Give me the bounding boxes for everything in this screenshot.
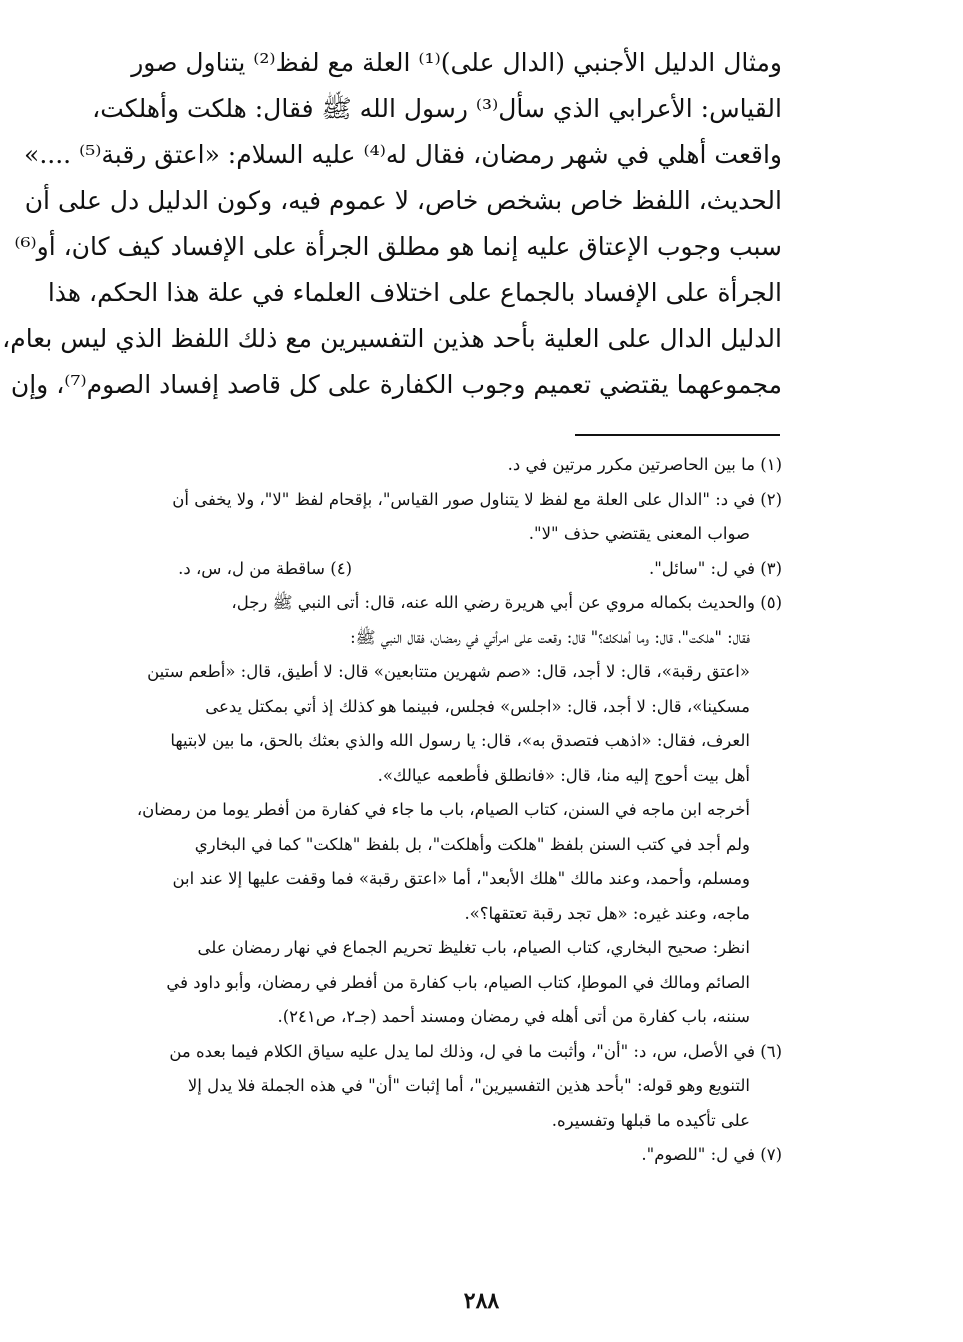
footnote-6-continuation: على تأكيده ما قبلها وتفسيره. xyxy=(551,1110,750,1130)
footnote-5-continuation: ماجه، وعند غيره: «هل تجد رقبة تعتقها؟». xyxy=(464,903,750,923)
footnote-5-continuation: ومسلم، وأحمد، وعند مالك "هلك الأبعد"، أما «اعتق رقبة» فما وقفت عليها إلا عند ابن xyxy=(172,869,750,888)
page-number: ٢٨٨ xyxy=(463,1288,500,1314)
footnote-separator xyxy=(575,434,780,436)
footnote-5: (٥) والحديث بكماله مروي عن أبي هريرة رضي الله عنه، قال: أتى النبي ﷺ رجل، xyxy=(231,593,782,612)
footnote-6-continuation: التنويع وهو قوله: "بأحد هذين التفسيرين"، أما إثبات "أن" في هذه الجملة فلا يدل إلا xyxy=(187,1076,750,1095)
footnote-4: (٤) ساقطة من ل، س، د. xyxy=(178,558,352,578)
footnotes-3-4-row xyxy=(70,552,782,587)
main-text-line: واقعت أهلي في شهر رمضان، فقال له⁽⁴⁾ عليه السلام: «اعتق رقبة⁽⁵⁾ ....» xyxy=(24,140,782,169)
footnote-5-continuation: ولم أجد في كتب السنن بلفظ "هلكت وأهلكت"، بل بلفظ "هلكت" كما في البخاري xyxy=(194,834,750,854)
main-text-line: سبب وجوب الإعتاق عليه إنما هو مطلق الجرأة على الإفساد كيف كان، أو⁽⁶⁾ xyxy=(14,232,782,261)
footnote-5-continuation: الصائم ومالك في الموطإ، كتاب الصيام، باب كفارة من أفطر في رمضان، وأبو داود في xyxy=(166,972,750,992)
footnote-2-continuation: صواب المعنى يقتضي حذف "لا". xyxy=(528,524,750,543)
main-text-line: الحديث، اللفظ خاص بشخص خاص، لا عموم فيه، وكون الدليل دل على أن xyxy=(24,186,782,215)
main-text-line: مجموعهما يقتضي تعميم وجوب الكفارة على كل قاصد إفساد الصوم⁽⁷⁾، وإن xyxy=(10,370,782,399)
footnote-5-continuation: العرف، فقال: «اذهب فتصدق به»، قال: يا رسول الله والذي بعثك بالحق، ما بين لابتيها xyxy=(170,731,750,750)
footnote-5-continuation: أهل بيت أحوج إليه منا، قال: «فانطلق فأطعمه عيالك». xyxy=(377,765,750,785)
footnote-5-continuation: مسكينا»، قال: لا أجد، قال: «اجلس» فجلس، فبينما هو كذلك إذ أتي بمكتل يدعى xyxy=(205,696,750,716)
footnotes xyxy=(70,448,782,1173)
footnote-5-continuation: «اعتق رقبة»، قال: لا أجد، قال: «صم شهرين متتابعين» قال: لا أطيق، قال: «أطعم ستين xyxy=(147,662,750,681)
main-text-line: القياس: الأعرابي الذي سأل⁽³⁾ رسول الله ﷺ فقال: هلكت وأهلكت، xyxy=(92,94,782,123)
footnote-5-takhrij: أخرجه ابن ماجه في السنن، كتاب الصيام، باب ما جاء في كفارة من أفطر يوما من رمضان، xyxy=(136,800,750,819)
footnote-5-references: انظر: صحيح البخاري، كتاب الصيام، باب تغليظ تحريم الجماع في نهار رمضان على xyxy=(197,938,750,957)
footnote-5-continuation: سننه، باب كفارة من أتى أهله في رمضان ومسند أحمد (جـ٢، ص٢٤١). xyxy=(277,1007,750,1026)
main-text xyxy=(2,40,782,408)
main-text-line: الجرأة على الإفساد بالجماع على اختلاف العلماء في علة هذا الحكم، هذا xyxy=(47,278,782,307)
footnote-5-continuation: فقال: "هلكت"، قال: وما أهلكك؟" قال: وقعت على امرأتي في رمضان، فقال النبي ﷺ: xyxy=(350,627,750,647)
footnote-3: (٣) في ل: "سائل". xyxy=(648,558,782,578)
footnote-7: (٧) في ل: "للصوم". xyxy=(641,1145,782,1164)
footnote-1: (١) ما بين الحاصرتين مكرر مرتين في د. xyxy=(507,455,782,474)
main-text-line: الدليل الدال على العلية بأحد هذين التفسيرين مع ذلك اللفظ الذي ليس بعام، xyxy=(2,324,782,353)
footnote-6: (٦) في الأصل، س، د: "أن"، وأثبت ما في ل، وذلك لما يدل عليه سياق الكلام فيما بعده من xyxy=(169,1041,782,1061)
footnote-2: (٢) في د: "الدال على العلة مع لفظ لا يتناول صور القياس"، بإقحام لفظ "لا"، ولا يخفى أن xyxy=(172,489,782,509)
main-text-line: ومثال الدليل الأجنبي (الدال على)⁽¹⁾ العلة مع لفظ⁽²⁾ يتناول صور xyxy=(131,48,782,77)
